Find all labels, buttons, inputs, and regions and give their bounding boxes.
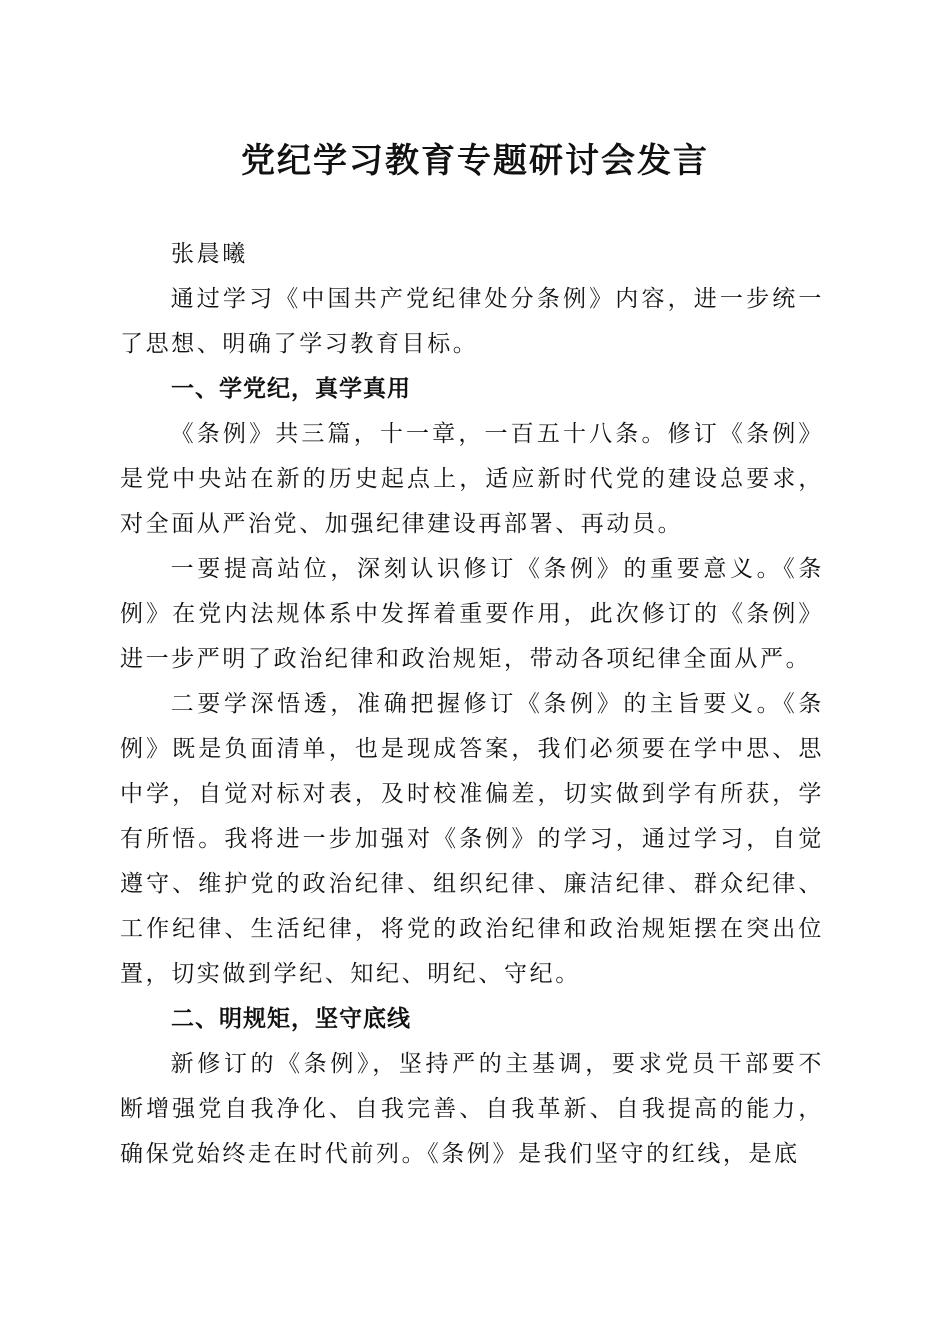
intro-paragraph: 通过学习《中国共产党纪律处分条例》内容，进一步统一了思想、明确了学习教育目标。 [120, 286, 824, 357]
section-1-heading: 一、学党纪，真学真用 [171, 376, 411, 402]
document-body [120, 232, 824, 1177]
section-1-paragraph-2: 一要提高站位，深刻认识修订《条例》的重要意义。《条例》在党内法规体系中发挥着重要作用，此次修订的《条例》进一步严明了政治纪律和政治规矩，带动各项纪律全面从严。 [120, 556, 824, 672]
section-1-paragraph-3: 二要学深悟透，准确把握修订《条例》的主旨要义。《条例》既是负面清单，也是现成答案，我们必须要在学中思、思中学，自觉对标对表，及时校准偏差，切实做到学有所获，学有所悟。我将进一步加强对《条例》的学习，通过学习，自觉遵守、维护党的政治纪律、组织纪律、廉洁纪律、群众纪律、工作纪律、生活纪律，将党的政治纪律和政治规矩摆在突出位置，切实做到学纪、知纪、明纪、守纪。 [120, 691, 824, 987]
section-2-paragraph-1: 新修订的《条例》，坚持严的主基调，要求党员干部要不断增强党自我净化、自我完善、自我革新、自我提高的能力，确保党始终走在时代前列。《条例》是我们坚守的红线，是底 [120, 1051, 824, 1167]
document-title: 党纪学习教育专题研讨会发言 [241, 141, 709, 181]
section-1-paragraph-1: 《条例》共三篇，十一章，一百五十八条。修订《条例》是党中央站在新的历史起点上，适应新时代党的建设总要求，对全面从严治党、加强纪律建设再部署、再动员。 [120, 421, 824, 537]
section-2-heading: 二、明规矩，坚守底线 [171, 1006, 411, 1032]
author-name: 张晨曦 [171, 241, 248, 267]
